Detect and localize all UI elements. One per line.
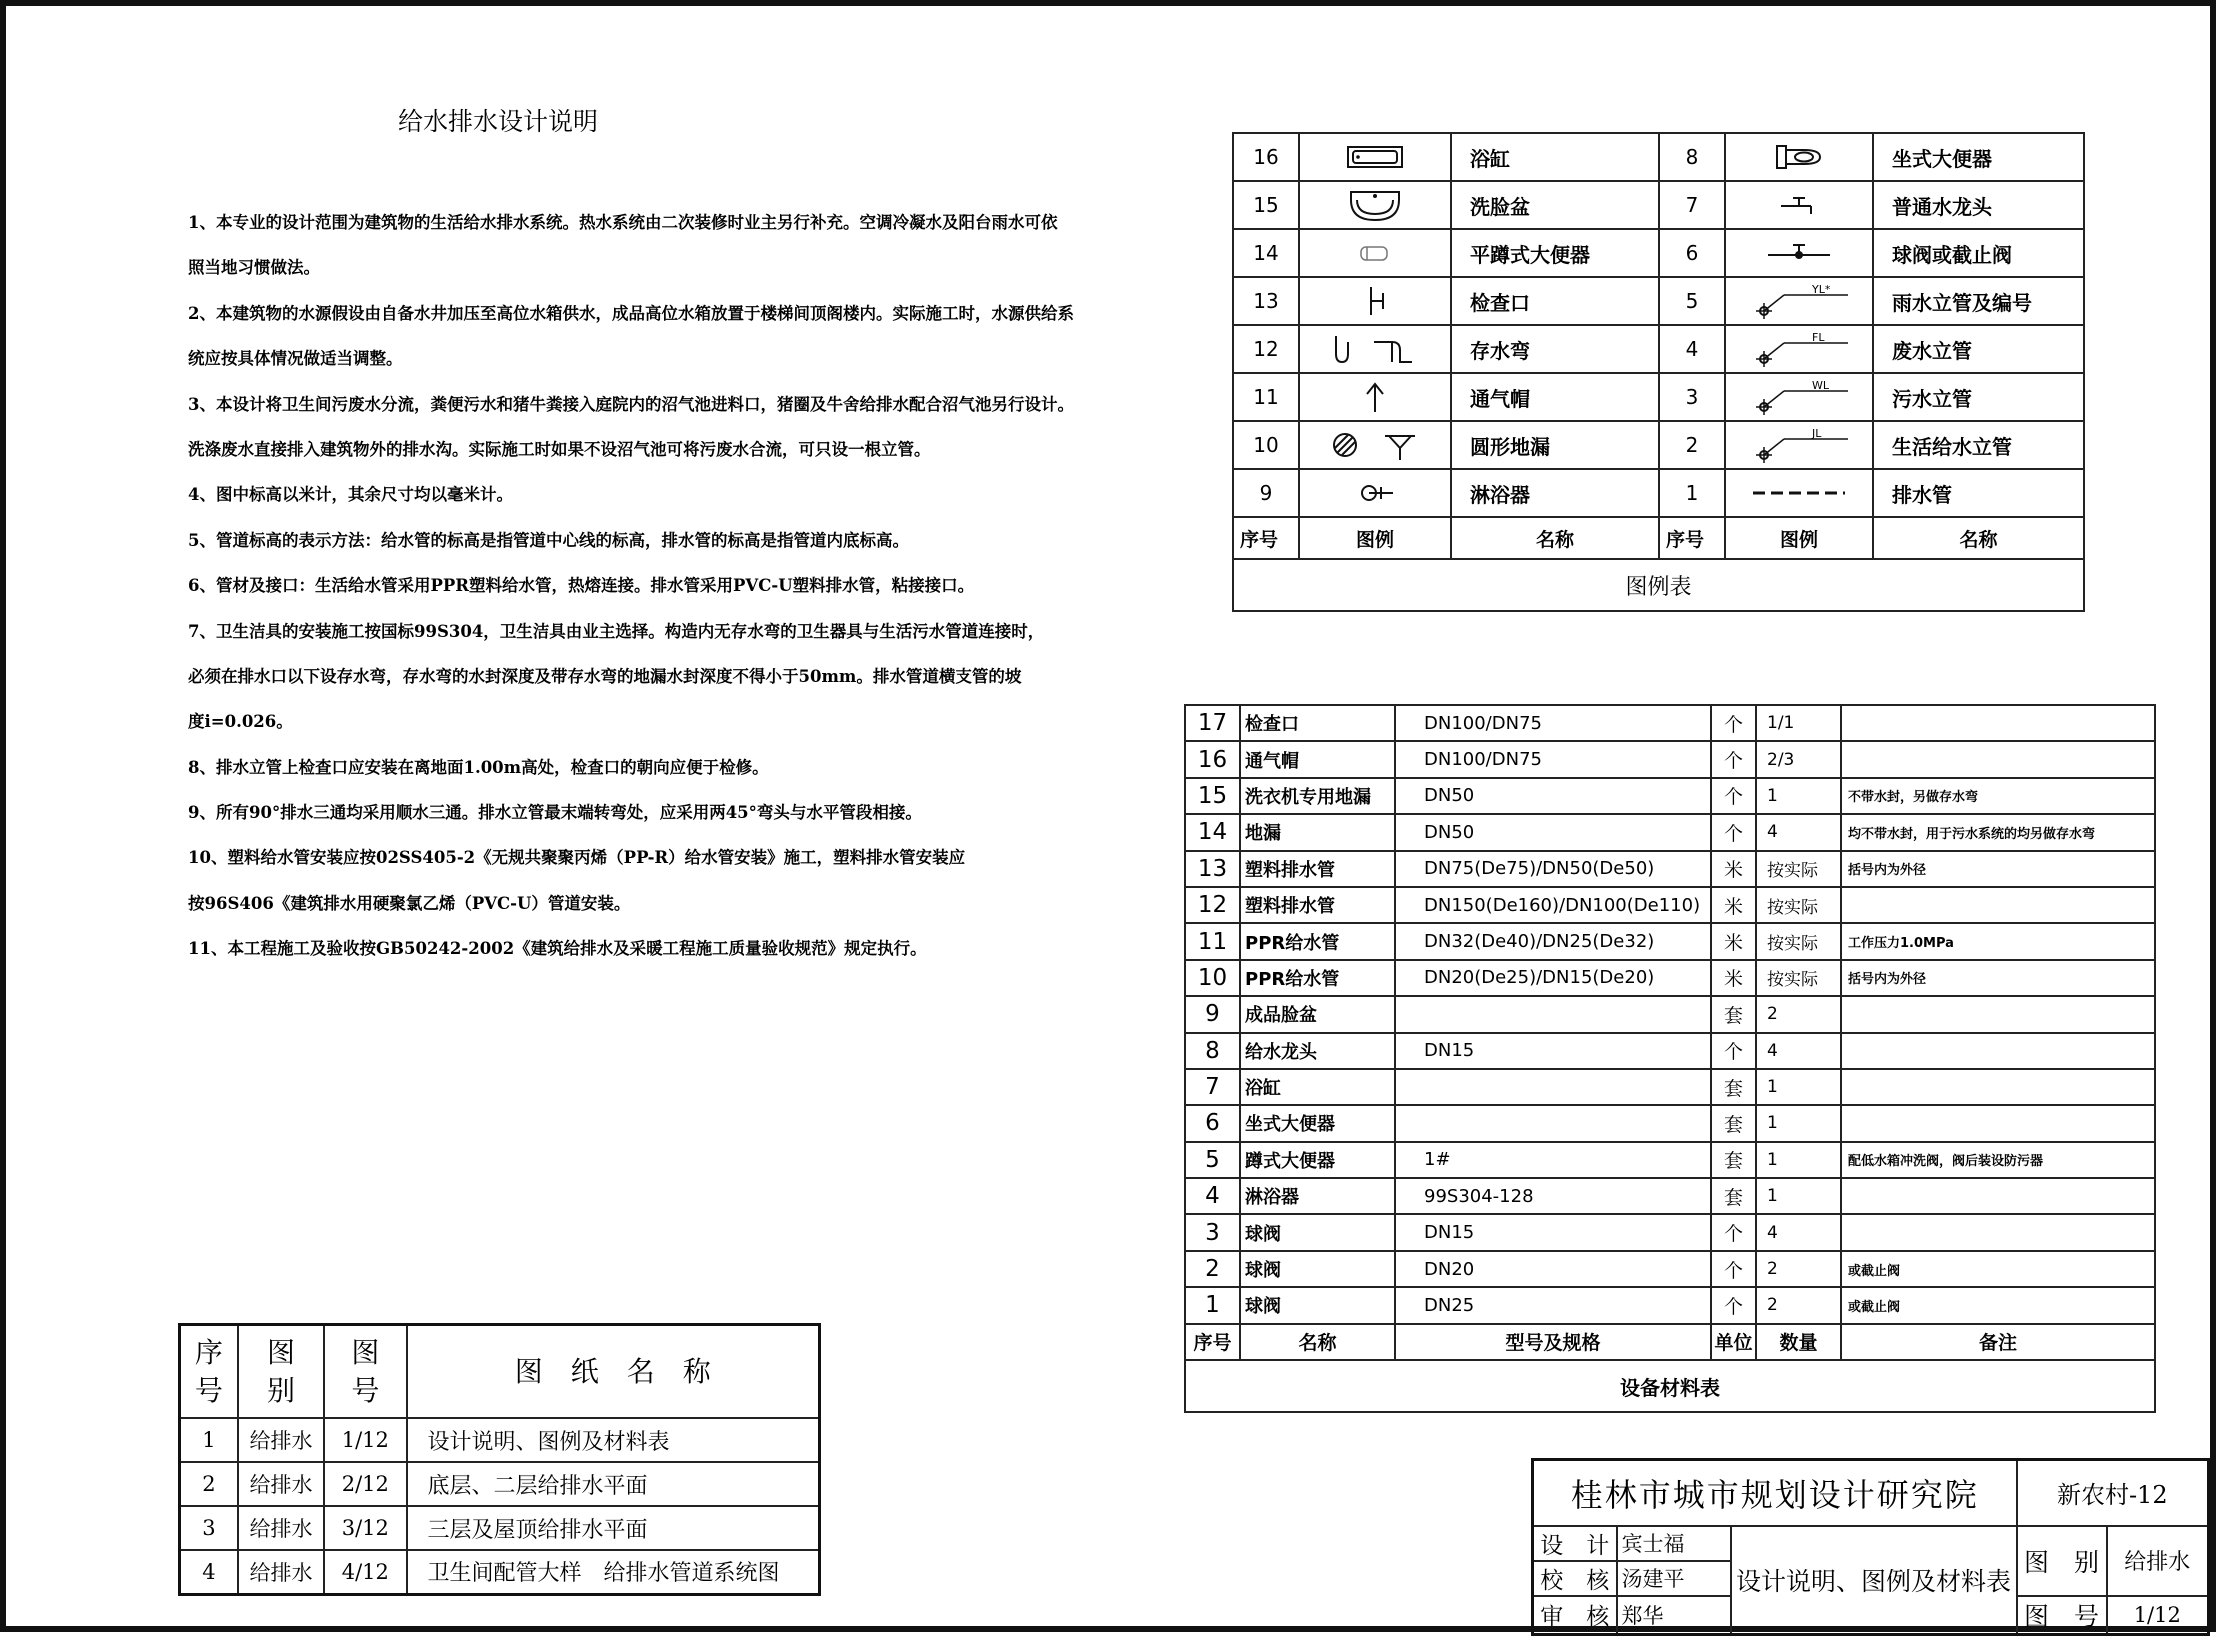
riser-label: YL* [1812, 283, 1831, 296]
person-design: 宾士福 [1617, 1526, 1731, 1561]
cleanout-icon [1299, 277, 1451, 325]
material-qty: 2/3 [1756, 741, 1841, 777]
legend-header-symbol: 图例 [1299, 517, 1451, 559]
drawing-number: 1/12 [324, 1418, 406, 1462]
material-name: 塑料排水管 [1240, 851, 1395, 887]
material-spec: DN32(De40)/DN25(De32) [1395, 923, 1711, 959]
riser-icon [1725, 421, 1873, 469]
drawing-category: 给排水 [238, 1418, 324, 1462]
material-unit: 米 [1711, 851, 1756, 887]
number-value: 1/12 [2107, 1596, 2209, 1635]
material-no: 16 [1185, 741, 1240, 777]
note-line: 5、管道标高的表示方法：给水管的标高是指管道中心线的标高，排水管的标高是指管道内底标高。 [188, 530, 909, 550]
material-remark [1841, 887, 2155, 923]
material-caption: 设备材料表 [1185, 1360, 2155, 1412]
material-unit: 套 [1711, 996, 1756, 1032]
material-remark: 均不带水封，用于污水系统的均另做存水弯 [1841, 814, 2155, 850]
material-spec: 1# [1395, 1142, 1711, 1178]
material-row [1185, 1105, 2155, 1141]
material-unit: 米 [1711, 960, 1756, 996]
legend-row [1233, 325, 2084, 373]
legend-caption: 图例表 [1233, 559, 2084, 611]
drawing-no: 3 [180, 1506, 238, 1550]
material-qty: 4 [1756, 1214, 1841, 1250]
material-row [1185, 741, 2155, 777]
floor-drain-icon [1299, 421, 1451, 469]
squat-toilet-icon [1299, 229, 1451, 277]
riser-label: WL [1812, 379, 1830, 392]
material-row [1185, 1033, 2155, 1069]
drawing-no: 2 [180, 1462, 238, 1506]
legend-row [1233, 277, 2084, 325]
material-qty: 按实际 [1756, 851, 1841, 887]
material-spec: DN100/DN75 [1395, 741, 1711, 777]
drawing-name: 卫生间配管大样 给排水管道系统图 [407, 1550, 820, 1594]
legend-row [1233, 229, 2084, 277]
legend-no: 2 [1659, 421, 1725, 469]
legend-name: 洗脸盆 [1451, 181, 1659, 229]
material-spec: DN15 [1395, 1214, 1711, 1250]
material-table [1184, 704, 2156, 1413]
note-line: 必须在排水口以下设存水弯，存水弯的水封深度及带存水弯的地漏水封深度不得小于50mm。排水管道横支管的坡 [188, 666, 1022, 686]
material-header: 型号及规格 [1395, 1324, 1711, 1360]
legend-name: 圆形地漏 [1451, 421, 1659, 469]
legend-no: 14 [1233, 229, 1299, 277]
material-qty: 2 [1756, 1287, 1841, 1323]
drawing-name: 三层及屋顶给排水平面 [407, 1506, 820, 1550]
design-notes [188, 200, 1074, 972]
note-line: 4、图中标高以米计，其余尺寸均以毫米计。 [188, 485, 513, 505]
material-name: PPR给水管 [1240, 960, 1395, 996]
legend-row [1233, 421, 2084, 469]
drawing-list-row [180, 1462, 820, 1506]
material-qty: 1 [1756, 1105, 1841, 1141]
material-no: 2 [1185, 1251, 1240, 1287]
material-no: 3 [1185, 1214, 1240, 1250]
material-unit: 套 [1711, 1142, 1756, 1178]
note-line: 6、管材及接口：生活给水管采用PPR塑料给水管，热熔连接。排水管采用PVC-U塑料排水管，粘接接口。 [188, 576, 975, 596]
note-line: 7、卫生洁具的安装施工按国标99S304，卫生洁具由业主选择。构造内无存水弯的卫生器具与生活污水管道连接时， [188, 621, 1045, 641]
material-spec: DN150(De160)/DN100(De110) [1395, 887, 1711, 923]
material-unit: 套 [1711, 1069, 1756, 1105]
legend-no: 16 [1233, 133, 1299, 181]
material-row [1185, 923, 2155, 959]
material-qty: 4 [1756, 1033, 1841, 1069]
material-qty: 2 [1756, 996, 1841, 1032]
material-no: 11 [1185, 923, 1240, 959]
legend-table [1232, 132, 2085, 612]
material-unit: 米 [1711, 887, 1756, 923]
material-row [1185, 1178, 2155, 1214]
vent-cap-icon [1299, 373, 1451, 421]
drawing-list-header-cell: 图 别 [238, 1325, 324, 1419]
material-no: 10 [1185, 960, 1240, 996]
note-line: 照当地习惯做法。 [188, 258, 320, 278]
material-remark [1841, 1105, 2155, 1141]
material-remark: 括号内为外径 [1841, 960, 2155, 996]
material-name: 蹲式大便器 [1240, 1142, 1395, 1178]
drawing-no: 4 [180, 1550, 238, 1594]
legend-row [1233, 373, 2084, 421]
material-qty: 1/1 [1756, 705, 1841, 741]
material-spec [1395, 1069, 1711, 1105]
material-remark [1841, 1033, 2155, 1069]
drawing-category: 给排水 [238, 1462, 324, 1506]
material-no: 9 [1185, 996, 1240, 1032]
material-name: 地漏 [1240, 814, 1395, 850]
material-header-row [1185, 1324, 2155, 1360]
trap-icon [1299, 325, 1451, 373]
material-row [1185, 996, 2155, 1032]
role-review: 审 核 [1533, 1596, 1617, 1635]
material-no: 8 [1185, 1033, 1240, 1069]
material-qty: 4 [1756, 814, 1841, 850]
legend-name: 废水立管 [1873, 325, 2084, 373]
legend-no: 11 [1233, 373, 1299, 421]
material-header: 数量 [1756, 1324, 1841, 1360]
material-name: 浴缸 [1240, 1069, 1395, 1105]
drawing-list-header [180, 1325, 820, 1419]
legend-name: 生活给水立管 [1873, 421, 2084, 469]
material-name: 通气帽 [1240, 741, 1395, 777]
material-remark [1841, 705, 2155, 741]
legend-name: 存水弯 [1451, 325, 1659, 373]
material-no: 4 [1185, 1178, 1240, 1214]
material-name: 给水龙头 [1240, 1033, 1395, 1069]
drawing-list-header-cell: 序 号 [180, 1325, 238, 1419]
material-no: 13 [1185, 851, 1240, 887]
material-spec [1395, 1105, 1711, 1141]
material-name: 球阀 [1240, 1287, 1395, 1323]
material-no: 15 [1185, 778, 1240, 814]
material-no: 12 [1185, 887, 1240, 923]
material-row [1185, 1142, 2155, 1178]
material-row [1185, 851, 2155, 887]
material-remark [1841, 996, 2155, 1032]
material-remark [1841, 1214, 2155, 1250]
drawing-list-row [180, 1418, 820, 1462]
material-unit: 米 [1711, 923, 1756, 959]
material-remark [1841, 741, 2155, 777]
material-unit: 个 [1711, 1251, 1756, 1287]
material-no: 14 [1185, 814, 1240, 850]
material-row [1185, 887, 2155, 923]
material-row [1185, 1069, 2155, 1105]
role-check: 校 核 [1533, 1561, 1617, 1596]
legend-no: 10 [1233, 421, 1299, 469]
material-name: 检查口 [1240, 705, 1395, 741]
legend-row [1233, 181, 2084, 229]
note-line: 1、本专业的设计范围为建筑物的生活给水排水系统。热水系统由二次装修时业主另行补充。空调冷凝水及阳台雨水可依 [188, 213, 1058, 232]
material-unit: 个 [1711, 705, 1756, 741]
material-spec [1395, 996, 1711, 1032]
legend-name: 检查口 [1451, 277, 1659, 325]
material-header: 备注 [1841, 1324, 2155, 1360]
material-spec: DN50 [1395, 778, 1711, 814]
legend-no: 1 [1659, 469, 1725, 517]
material-name: 淋浴器 [1240, 1178, 1395, 1214]
person-check: 汤建平 [1617, 1561, 1731, 1596]
drawing-no: 1 [180, 1418, 238, 1462]
legend-no: 9 [1233, 469, 1299, 517]
note-line: 9、所有90°排水三通均采用顺水三通。排水立管最末端转弯处，应采用两45°弯头与水平管段相接。 [188, 803, 922, 823]
material-header: 序号 [1185, 1324, 1240, 1360]
legend-no: 5 [1659, 277, 1725, 325]
drawing-name: 设计说明、图例及材料表 [407, 1418, 820, 1462]
drawing-list-table [178, 1323, 821, 1596]
material-row [1185, 1214, 2155, 1250]
material-header: 名称 [1240, 1324, 1395, 1360]
material-no: 6 [1185, 1105, 1240, 1141]
legend-name: 淋浴器 [1451, 469, 1659, 517]
washbasin-icon [1299, 181, 1451, 229]
category-value: 给排水 [2107, 1526, 2209, 1596]
bathtub-icon [1299, 133, 1451, 181]
note-line: 2、本建筑物的水源假设由自备水井加压至高位水箱供水，成品高位水箱放置于楼梯间顶阁楼内。实际施工时，水源供给系 [188, 303, 1074, 323]
legend-name: 排水管 [1873, 469, 2084, 517]
note-line: 洗涤废水直接排入建筑物外的排水沟。实际施工时如果不设沼气池可将污废水合流，可只设一根立管。 [188, 439, 931, 459]
legend-header-name: 名称 [1451, 517, 1659, 559]
riser-icon [1725, 325, 1873, 373]
material-unit: 个 [1711, 1033, 1756, 1069]
material-name: PPR给水管 [1240, 923, 1395, 959]
legend-no: 8 [1659, 133, 1725, 181]
shower-icon [1299, 469, 1451, 517]
material-spec: DN20 [1395, 1251, 1711, 1287]
material-spec: 99S304-128 [1395, 1178, 1711, 1214]
material-row [1185, 778, 2155, 814]
legend-row [1233, 133, 2084, 181]
drawing-number: 2/12 [324, 1462, 406, 1506]
material-remark: 或截止阀 [1841, 1251, 2155, 1287]
drawing-list-header-cell: 图 纸 名 称 [407, 1325, 820, 1419]
note-line: 按96S406《建筑排水用硬聚氯乙烯（PVC-U）管道安装。 [188, 893, 631, 913]
legend-no: 13 [1233, 277, 1299, 325]
note-line: 11、本工程施工及验收按GB50242-2002《建筑给排水及采暖工程施工质量验收规范》规定执行。 [188, 939, 927, 959]
material-no: 7 [1185, 1069, 1240, 1105]
material-unit: 套 [1711, 1105, 1756, 1141]
legend-header-no: 序号 [1659, 517, 1725, 559]
material-remark: 或截止阀 [1841, 1287, 2155, 1323]
note-line: 度i=0.026。 [188, 712, 293, 732]
drawing-list-row [180, 1506, 820, 1550]
legend-name: 浴缸 [1451, 133, 1659, 181]
drawing-number: 4/12 [324, 1550, 406, 1594]
material-qty: 按实际 [1756, 960, 1841, 996]
material-spec: DN25 [1395, 1287, 1711, 1323]
legend-no: 15 [1233, 181, 1299, 229]
material-remark: 括号内为外径 [1841, 851, 2155, 887]
legend-name: 平蹲式大便器 [1451, 229, 1659, 277]
person-review: 郑华 [1617, 1596, 1731, 1635]
drawing-title: 设计说明、图例及材料表 [1731, 1526, 2017, 1635]
legend-no: 4 [1659, 325, 1725, 373]
note-line: 8、排水立管上检查口应安装在离地面1.00m高处，检查口的朝向应便于检修。 [188, 757, 769, 777]
institute-name: 桂林市城市规划设计研究院 [1533, 1460, 2017, 1526]
notes-title: 给水排水设计说明 [398, 107, 599, 136]
drawing-list-header-cell: 图 号 [324, 1325, 406, 1419]
material-qty: 1 [1756, 1178, 1841, 1214]
material-header: 单位 [1711, 1324, 1756, 1360]
legend-header-symbol: 图例 [1725, 517, 1873, 559]
material-qty: 按实际 [1756, 887, 1841, 923]
material-unit: 个 [1711, 741, 1756, 777]
legend-name: 球阀或截止阀 [1873, 229, 2084, 277]
riser-label: FL [1812, 331, 1825, 344]
material-row [1185, 1287, 2155, 1323]
legend-name: 坐式大便器 [1873, 133, 2084, 181]
material-name: 球阀 [1240, 1251, 1395, 1287]
drawing-name: 底层、二层给排水平面 [407, 1462, 820, 1506]
role-design: 设 计 [1533, 1526, 1617, 1561]
category-label: 图 别 [2017, 1526, 2107, 1596]
material-row [1185, 705, 2155, 741]
seated-toilet-icon [1725, 133, 1873, 181]
drawing-category: 给排水 [238, 1550, 324, 1594]
material-row [1185, 814, 2155, 850]
material-name: 球阀 [1240, 1214, 1395, 1250]
title-block [1531, 1458, 2210, 1636]
legend-header-no: 序号 [1233, 517, 1299, 559]
material-spec: DN75(De75)/DN50(De50) [1395, 851, 1711, 887]
legend-name: 污水立管 [1873, 373, 2084, 421]
legend-row [1233, 469, 2084, 517]
riser-label: JL [1812, 427, 1822, 440]
legend-no: 12 [1233, 325, 1299, 373]
material-no: 17 [1185, 705, 1240, 741]
material-spec: DN15 [1395, 1033, 1711, 1069]
drain-pipe-icon [1725, 469, 1873, 517]
note-line: 10、塑料给水管安装应按02SS405-2《无规共聚聚丙烯（PP-R）给水管安装》施工，塑料排水管安装应 [188, 848, 966, 868]
legend-no: 6 [1659, 229, 1725, 277]
legend-header-name: 名称 [1873, 517, 2084, 559]
material-qty: 1 [1756, 1142, 1841, 1178]
material-name: 坐式大便器 [1240, 1105, 1395, 1141]
material-no: 5 [1185, 1142, 1240, 1178]
legend-header-row [1233, 517, 2084, 559]
material-remark [1841, 1069, 2155, 1105]
material-spec: DN50 [1395, 814, 1711, 850]
ball-valve-icon [1725, 229, 1873, 277]
material-unit: 个 [1711, 1287, 1756, 1323]
number-label: 图 号 [2017, 1596, 2107, 1635]
legend-no: 3 [1659, 373, 1725, 421]
material-remark: 工作压力1.0MPa [1841, 923, 2155, 959]
faucet-icon [1725, 181, 1873, 229]
material-name: 成品脸盆 [1240, 996, 1395, 1032]
material-name: 洗衣机专用地漏 [1240, 778, 1395, 814]
material-qty: 2 [1756, 1251, 1841, 1287]
material-qty: 按实际 [1756, 923, 1841, 959]
legend-name: 普通水龙头 [1873, 181, 2084, 229]
material-unit: 个 [1711, 1214, 1756, 1250]
material-unit: 个 [1711, 814, 1756, 850]
riser-icon [1725, 373, 1873, 421]
material-name: 塑料排水管 [1240, 887, 1395, 923]
drawing-number: 3/12 [324, 1506, 406, 1550]
material-unit: 套 [1711, 1178, 1756, 1214]
project-name: 新农村-12 [2017, 1460, 2209, 1526]
note-line: 3、本设计将卫生间污废水分流，粪便污水和猪牛粪接入庭院内的沼气池进料口，猪圈及牛舍给排水配合沼气池另行设计。 [188, 394, 1074, 414]
riser-icon [1725, 277, 1873, 325]
material-row [1185, 1251, 2155, 1287]
material-row [1185, 960, 2155, 996]
material-qty: 1 [1756, 778, 1841, 814]
material-spec: DN100/DN75 [1395, 705, 1711, 741]
material-unit: 个 [1711, 778, 1756, 814]
material-no: 1 [1185, 1287, 1240, 1323]
material-remark: 配低水箱冲洗阀，阀后装设防污器 [1841, 1142, 2155, 1178]
material-spec: DN20(De25)/DN15(De20) [1395, 960, 1711, 996]
material-remark [1841, 1178, 2155, 1214]
note-line: 统应按具体情况做适当调整。 [188, 349, 403, 369]
legend-no: 7 [1659, 181, 1725, 229]
drawing-category: 给排水 [238, 1506, 324, 1550]
drawing-list-row [180, 1550, 820, 1594]
material-qty: 1 [1756, 1069, 1841, 1105]
legend-name: 通气帽 [1451, 373, 1659, 421]
legend-name: 雨水立管及编号 [1873, 277, 2084, 325]
material-remark: 不带水封，另做存水弯 [1841, 778, 2155, 814]
